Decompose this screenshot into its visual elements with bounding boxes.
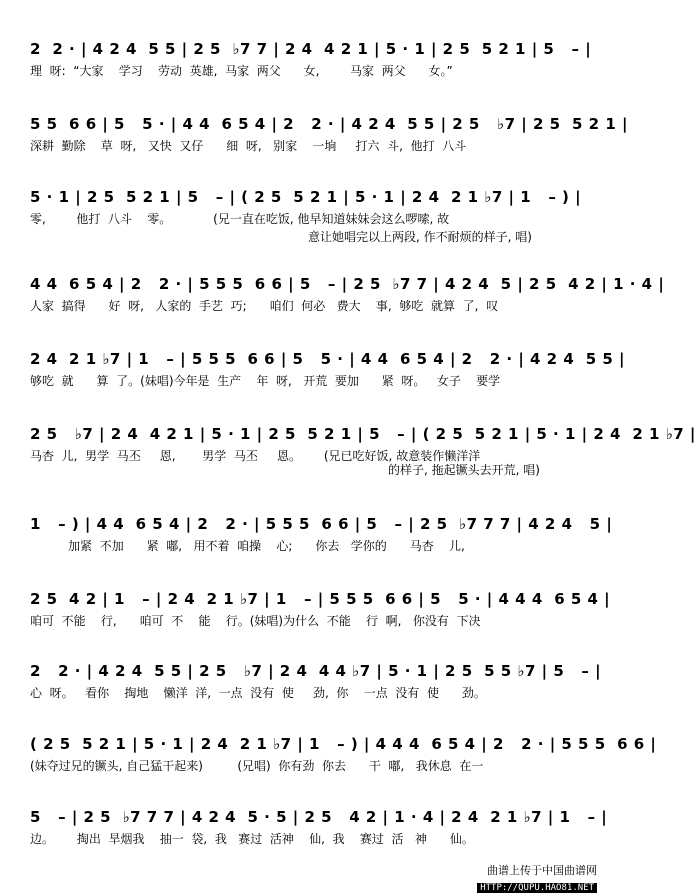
notation-row: 4 4 6 5 4 | 2 2 · | 5 5 5 6 6 | 5 – | 2 5 ♭7 7 | 4 2 4 5 | 2 5 4 2 | 1 · 4 | — [30, 275, 665, 293]
score-line-4 — [0, 275, 665, 335]
notation-row: ( 2 5 5 2 1 | 5 · 1 | 2 4 2 1 ♭7 | 1 – ) | 4 4 4 6 5 4 | 2 2 · | 5 5 5 6 6 | — [30, 735, 657, 753]
site-url: HTTP://QUPU.HAO81.NET — [477, 883, 597, 893]
notation-row: 2 5 ♭7 | 2 4 4 2 1 | 5 · 1 | 2 5 5 2 1 | 5 – | ( 2 5 5 2 1 | 5 · 1 | 2 4 2 1 ♭7 | — [30, 425, 696, 443]
score-line-6 — [0, 425, 696, 485]
score-line-10 — [0, 735, 657, 795]
score-line-7 — [0, 515, 613, 575]
lyrics-row: 马杏 儿, 男学 马丕 恩, 男学 马丕 恩。 (兄已吃好饭, 故意装作懒洋洋 — [30, 449, 481, 463]
notation-row: 5 5 6 6 | 5 5 · | 4 4 6 5 4 | 2 2 · | 4 2 4 5 5 | 2 5 ♭7 | 2 5 5 2 1 | — [30, 115, 628, 133]
lyrics-row: 深耕 勤除 草 呀, 又快 又仔 细 呀, 别家 一垧 打六 斗, 他打 八斗 — [30, 139, 467, 153]
lyrics-row: 理 呀: “大家 学习 劳动 英雄, 马家 两父 女, 马家 两父 女。” — [30, 64, 453, 78]
score-line-1 — [0, 40, 603, 100]
notation-row: 5 – | 2 5 ♭7 7 7 | 4 2 4 5 · 5 | 2 5 4 2 | 1 · 4 | 2 4 2 1 ♭7 | 1 – | — [30, 808, 608, 826]
lyrics-row: 加紧 不加 紧 嘟, 用不着 咱操 心; 你去 学你的 马杏 儿, — [30, 539, 465, 553]
stage-direction: 的样子, 拖起镢头去开荒, 唱) — [388, 463, 540, 477]
score-line-8 — [0, 590, 611, 650]
score-line-3 — [0, 188, 603, 248]
lyrics-row: 零, 他打 八斗 零。 (兄一直在吃饭, 他早知道妹妹会这么啰嗦, 故 — [30, 212, 450, 226]
score-line-11 — [0, 808, 608, 868]
score-line-5 — [0, 350, 626, 410]
notation-row: 2 5 4 2 | 1 – | 2 4 2 1 ♭7 | 1 – | 5 5 5 6 6 | 5 5 · | 4 4 4 6 5 4 | — [30, 590, 611, 608]
notation-row: 2 2 · | 4 2 4 5 5 | 2 5 ♭7 7 | 2 4 4 2 1 | 5 · 1 | 2 5 5 2 1 | 5 – | — [30, 40, 592, 58]
lyrics-row: (妹夺过兄的镢头, 自己猛干起来) (兄唱) 你有劲 你去 干 嘟, 我休息 在一 — [30, 759, 484, 773]
lyrics-row: 够吃 就 算 了。(妹唱)今年是 生产 年 呀, 开荒 要加 紧 呀。 女子 要学 — [30, 374, 501, 388]
stage-direction: 意让她唱完以上两段, 作不耐烦的样子, 唱) — [308, 230, 532, 244]
lyrics-row: 边。 掏出 旱烟我 抽一 袋, 我 赛过 活神 仙, 我 赛过 活 神 仙。 — [30, 832, 474, 846]
score-line-2 — [0, 115, 628, 175]
lyrics-row: 人家 搞得 好 呀, 人家的 手艺 巧; 咱们 何必 费大 事, 够吃 就算 了, 叹 — [30, 299, 499, 313]
lyrics-row: 咱可 不能 行, 咱可 不 能 行。(妹唱)为什么 不能 行 啊, 你没有 下决 — [30, 614, 481, 628]
lyrics-row: 心 呀。 看你 掏地 懒洋 洋, 一点 没有 使 劲, 你 一点 没有 使 劲。 — [30, 686, 486, 700]
notation-row: 2 4 2 1 ♭7 | 1 – | 5 5 5 6 6 | 5 5 · | 4 4 6 5 4 | 2 2 · | 4 2 4 5 5 | — [30, 350, 626, 368]
notation-row: 2 2 · | 4 2 4 5 5 | 2 5 ♭7 | 2 4 4 4 ♭7 | 5 · 1 | 2 5 5 5 ♭7 | 5 – | — [30, 662, 602, 680]
notation-row: 5 · 1 | 2 5 5 2 1 | 5 – | ( 2 5 5 2 1 | 5 · 1 | 2 4 2 1 ♭7 | 1 – ) | — [30, 188, 582, 206]
site-watermark: 曲谱上传于中国曲谱网 — [487, 864, 597, 877]
notation-row: 1 – ) | 4 4 6 5 4 | 2 2 · | 5 5 5 6 6 | 5 – | 2 5 ♭7 7 7 | 4 2 4 5 | — [30, 515, 613, 533]
score-line-9 — [0, 662, 603, 722]
